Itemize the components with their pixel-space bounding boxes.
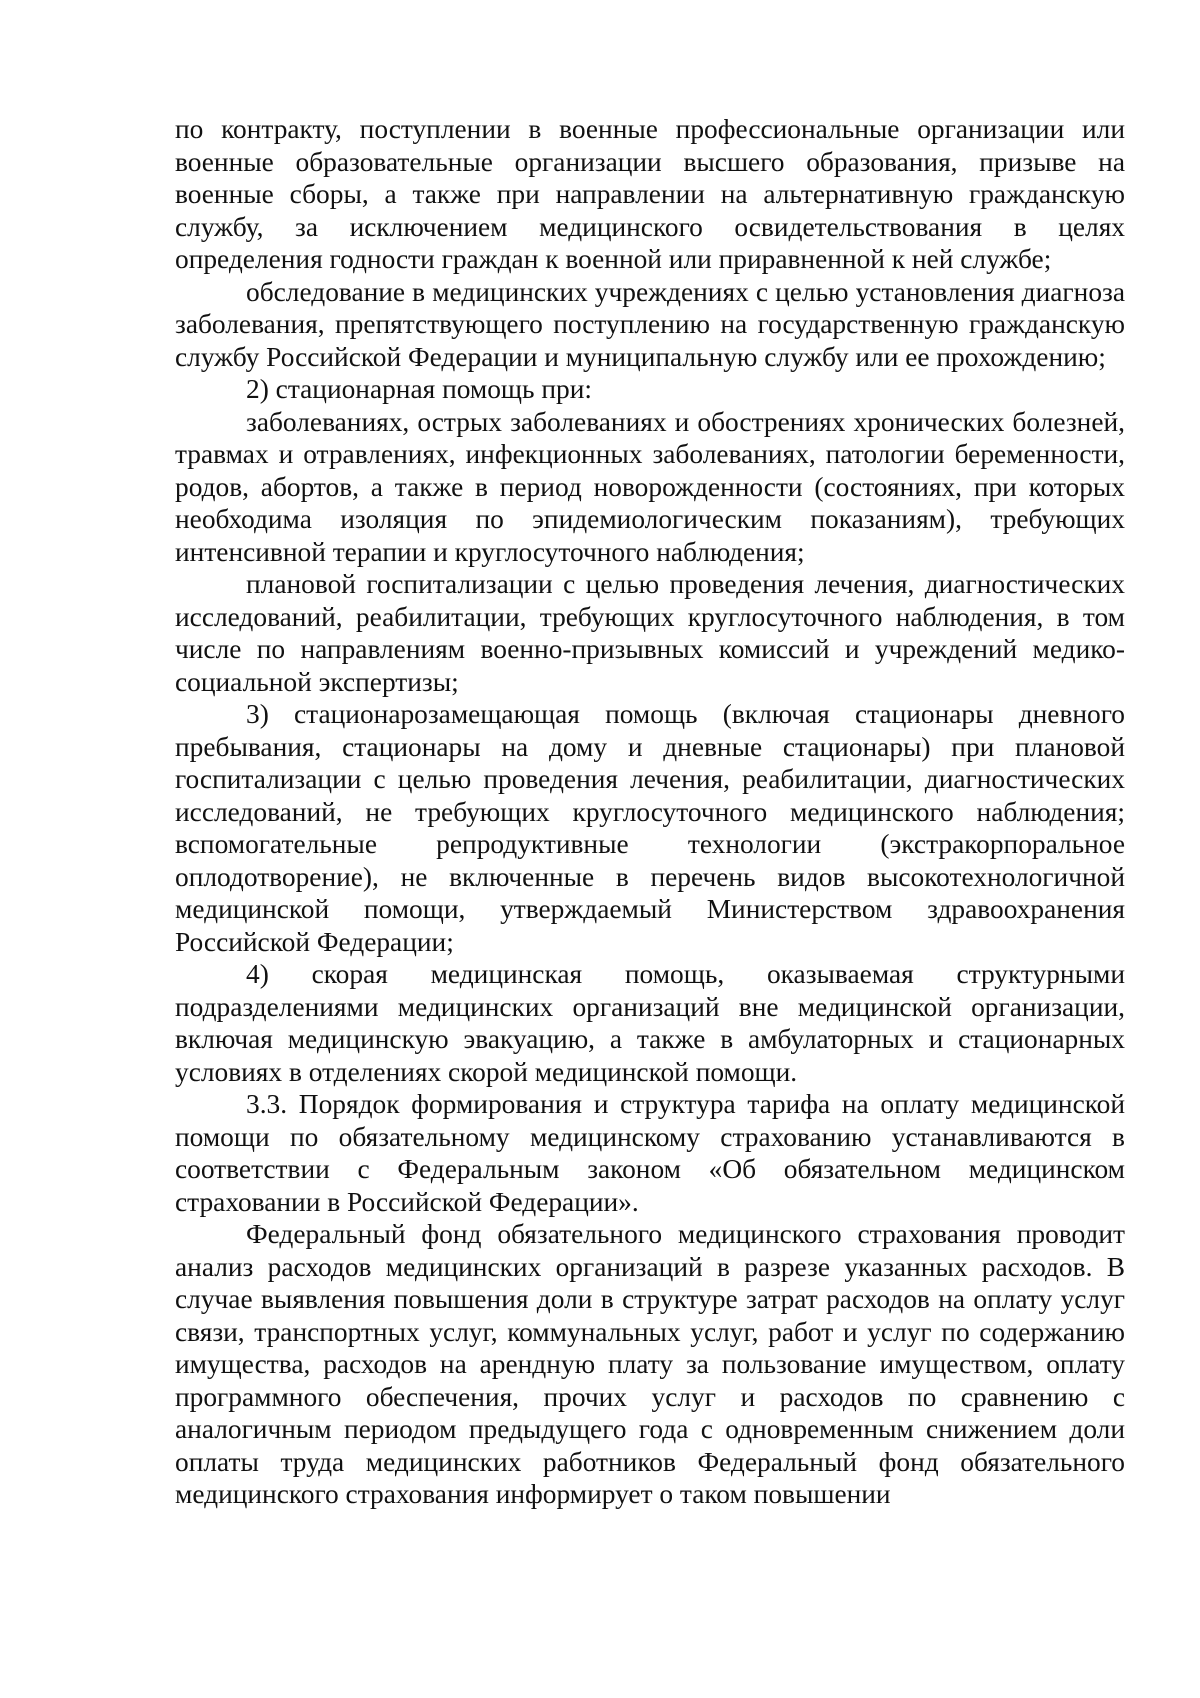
paragraph-inpatient-care-heading: 2) стационарная помощь при: [246,374,592,404]
paragraph-civil-service-exam: обследование в медицинских учреждениях с целью установления диагноза заболевания, препятствующего поступлению на государственную гражданскую службу Российской Федерации и муниципальную службу или ее прохождению; [175,276,1125,372]
paragraph-planned-hospitalization: плановой госпитализации с целью проведения лечения, диагностических исследований, реабилитации, требующих круглосуточного наблюдения, в том числе по направлениям военно-призывных комиссий и учреждений медико-социальной экспертизы; [175,569,1125,697]
paragraph-military-medical-exam: по контракту, поступлении в военные профессиональные организации или военные образовательные организации высшего образования, призыве на военные сборы, а также при направлении на альтернативную гражданскую службу, за исключением медицинского освидетельствования в целях определения годности граждан к военной или приравненной к ней службе; [175,114,1125,274]
paragraph-emergency-care: 4) скорая медицинская помощь, оказываемая структурными подразделениями медицинских организаций вне медицинской организации, включая медицинскую эвакуацию, а также в амбулаторных и стационарных условиях в отделениях скорой медицинской помощи. [175,959,1125,1087]
document-page [175,113,1125,1511]
paragraph-tariff-structure: 3.3. Порядок формирования и структура тарифа на оплату медицинской помощи по обязательному медицинскому страхованию устанавливаются в соответствии с Федеральным законом «Об обязательном медицинском страховании в Российской Федерации». [175,1089,1125,1217]
paragraph-inpatient-diseases: заболеваниях, острых заболеваниях и обострениях хронических болезней, травмах и отравлениях, инфекционных заболеваниях, патологии беременности, родов, абортов, а также в период новорожденности (состояниях, при которых необходима изоляция по эпидемиологическим показаниям), требующих интенсивной терапии и круглосуточного наблюдения; [175,406,1125,567]
paragraph-day-hospital-care: 3) стационарозамещающая помощь (включая стационары дневного пребывания, стационары на дому и дневные стационары) при плановой госпитализации с целью проведения лечения, реабилитации, диагностических исследований, не требующих круглосуточного медицинского наблюдения; вспомогательные репродуктивные технологии (экстракорпоральное оплодотворение), не включенные в перечень видов высокотехнологичной медицинской помощи, утверждаемый Министерством здравоохранения Российской Федерации; [175,699,1125,957]
paragraph-federal-fund-analysis: Федеральный фонд обязательного медицинского страхования проводит анализ расходов медицинских организаций в разрезе указанных расходов. В случае выявления повышения доли в структуре затрат расходов на оплату услуг связи, транспортных услуг, коммунальных услуг, работ и услуг по содержанию имущества, расходов на арендную плату за пользование имуществом, оплату программного обеспечения, прочих услуг и расходов по сравнению с аналогичным периодом предыдущего года с одновременным снижением доли оплаты труда медицинских работников Федеральный фонд обязательного медицинского страхования информирует о таком повышении [175,1219,1125,1509]
